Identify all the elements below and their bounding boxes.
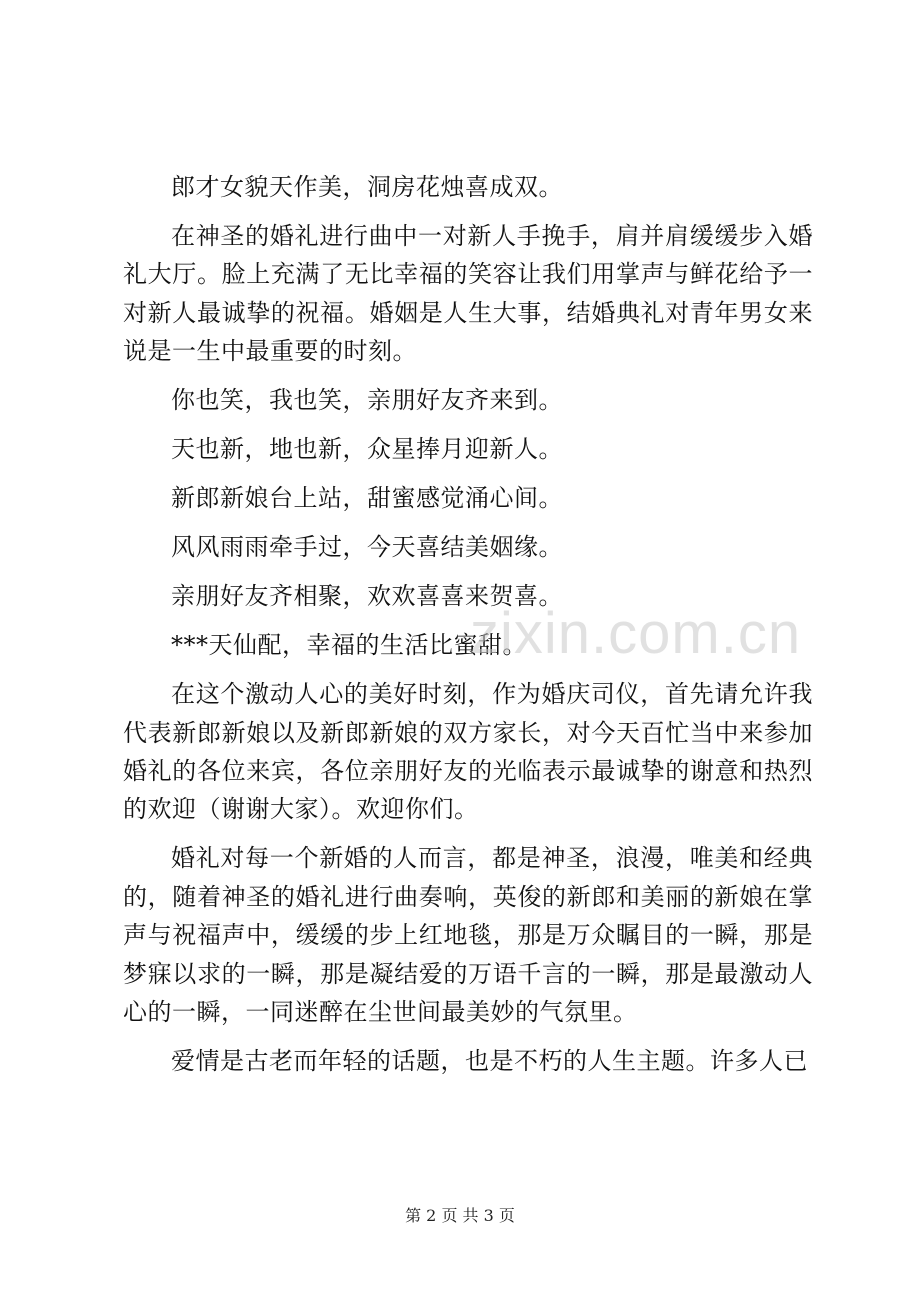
paragraph: 新郎新娘台上站，甜蜜感觉涌心间。 (171, 484, 563, 513)
paragraph: 在神圣的婚礼进行曲中一对新人手挽手，肩并肩缓缓步入婚礼大厅。脸上充满了无比幸福的笑容让我们用掌声与鲜花给予一对新人最诚挚的祝福。婚姻是人生大事，结婚典礼对青年男女来说是一生中最重要的时刻。 (123, 222, 813, 366)
paragraph: ***天仙配，幸福的生活比蜜甜。 (171, 631, 527, 660)
watermark: zixin.com.cn (470, 601, 802, 666)
paragraph: 婚礼对每一个新婚的人而言，都是神圣，浪漫，唯美和经典的，随着神圣的婚礼进行曲奏响，英俊的新郎和美丽的新娘在掌声与祝福声中，缓缓的步上红地毯，那是万众瞩目的一瞬，那是梦寐以求的一瞬，那是凝结爱的万语千言的一瞬，那是最激动人心的一瞬，一同迷醉在尘世间最美妙的气氛里。 (123, 844, 813, 1027)
paragraph: 亲朋好友齐相聚，欢欢喜喜来贺喜。 (171, 582, 563, 611)
paragraph: 你也笑，我也笑，亲朋好友齐来到。 (171, 386, 563, 415)
paragraph: 郎才女貌天作美，洞房花烛喜成双。 (171, 173, 563, 201)
paragraph: 风风雨雨牵手过，今天喜结美姻缘。 (171, 533, 563, 562)
paragraph: 天也新，地也新，众星捧月迎新人。 (171, 435, 563, 464)
page-number-footer: 第 2 页 共 3 页 (405, 1206, 515, 1225)
document-body (123, 168, 813, 1080)
paragraph: 在这个激动人心的美好时刻，作为婚庆司仪，首先请允许我代表新郎新娘以及新郎新娘的双方家长，对今天百忙当中来参加婚礼的各位来宾，各位亲朋好友的光临表示最诚挚的谢意和热烈的欢迎（谢谢大家）。欢迎你们。 (123, 680, 813, 824)
paragraph: 爱情是古老而年轻的话题，也是不朽的人生主题。许多人已 (171, 1047, 808, 1076)
